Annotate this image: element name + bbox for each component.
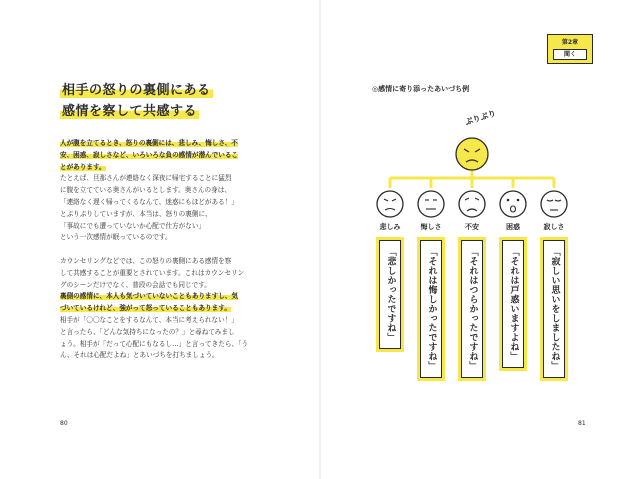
sad-face-icon [377, 191, 403, 217]
highlighted-text: とがあります。 [60, 162, 106, 171]
body-line-text: に腹を立てている奥さんがいるとします。奥さんの身は、 [60, 186, 231, 195]
body-line-text: 「連絡なく遅く帰ってくるなんて、迷惑にもほどがある！」 [60, 197, 238, 206]
highlighted-text: 安、困惑、寂しさなど、いろいろな負の感情が潜んでいるこ [60, 150, 239, 159]
top-emotion-caption: ぷりぷり [463, 108, 498, 128]
highlighted-text: 人が腹を立てるとき、怒りの裏側には、悲しみ、悔しさ、不 [60, 139, 238, 147]
body-line-text: ん、それは心配だよね」とあいづちを打ちましょう。 [60, 351, 219, 360]
phrase-box-frustration [420, 240, 442, 378]
phrase-text-frustration: 「それは悔しかったですね」 [426, 247, 437, 371]
body-line [60, 162, 274, 174]
body-line [60, 209, 274, 221]
body-line [60, 315, 274, 327]
chapter-tab [547, 34, 593, 64]
body-line-text: して共感することが重要とされています。これはカウンセリン [60, 268, 245, 277]
body-line [60, 291, 274, 303]
page-number-left: 80 [60, 420, 68, 427]
emotion-label-confusion: 困惑 [506, 223, 520, 231]
body-text [60, 138, 274, 362]
phrase-text-anxiety: 「それはつらかったですね」 [467, 247, 478, 371]
emotion-label-loneliness: 寂しさ [543, 223, 565, 231]
body-line [60, 232, 274, 244]
body-line [60, 268, 274, 280]
body-line [60, 280, 274, 292]
body-line [60, 327, 274, 339]
phrase-text-sadness: 「悲しかったですね」 [385, 247, 396, 342]
body-line-text: 「事故にでも遭っていないか心配で仕方がない」 [60, 221, 206, 230]
emotion-label-anxiety: 不安 [465, 223, 479, 231]
phrase-box-anxiety [461, 240, 483, 378]
highlighted-text: 裏側の感情に、本人も気づいていないこともありますし、気 [60, 292, 239, 301]
chapter-number: 第2章 [561, 39, 579, 46]
body-line [60, 303, 274, 315]
body-line-text: と言ったら、「どんな気持ちになったの？」と尋ねてみまし [60, 327, 235, 336]
lonely-face-icon [541, 191, 567, 217]
page-gutter [319, 0, 321, 479]
emotion-tree-diagram [360, 110, 600, 230]
chapter-label: 聞く [553, 49, 587, 60]
body-line [60, 221, 274, 233]
tree-connectors [390, 170, 554, 188]
body-line [60, 173, 274, 185]
phrase-box-sadness [379, 240, 401, 349]
section-title-line-1: 相手の怒りの裏側にある [60, 79, 213, 98]
highlighted-text: づいているけれど、強がって怒っていることもあります。 [60, 304, 231, 313]
body-line-text: カウンセリングなどでは、この怒りの裏側にある感情を察 [60, 256, 232, 265]
body-line [60, 339, 274, 351]
body-line [60, 256, 274, 268]
body-line-text: 相手が「〇〇なことをするなんて、本当に考えられない！」 [60, 315, 238, 324]
body-line-text: ょう。相手が「だって心配にもなるし…」と言ってきたら、「う [60, 339, 248, 348]
body-line-text: という一次感情が眠っているのです。 [60, 233, 172, 242]
page-number-right: 81 [578, 420, 586, 427]
emotion-label-sadness: 悲しみ [379, 223, 401, 231]
phrase-box-confusion [502, 240, 524, 368]
phrase-text-loneliness: 「寂しい思いをしましたね」 [549, 247, 560, 371]
section-title-line-2: 感情を察して共感する [60, 100, 199, 119]
paragraph-gap [60, 244, 274, 256]
body-line [60, 138, 274, 150]
phrase-box-loneliness [543, 240, 565, 378]
emotion-label-frustration: 悔しさ [420, 223, 442, 231]
body-line-text: たとえば、旦那さんが連絡なく深夜に帰宅することに猛烈 [60, 174, 232, 183]
confused-face-icon [500, 191, 526, 217]
body-line-text: とぷりぷりしていますが、本当は、怒りの裏側に、 [60, 209, 212, 218]
phrase-text-confusion: 「それは戸惑いますよね」 [508, 247, 519, 361]
anxious-face-icon [459, 191, 485, 217]
body-line [60, 185, 274, 197]
body-line [60, 150, 274, 162]
body-line [60, 197, 274, 209]
body-line-text: グのシーンだけでなく、普段の会話でも同じです。 [60, 280, 211, 289]
diagram-title: ◎感情に寄り添ったあいづち例 [372, 85, 470, 93]
frustrated-face-icon [418, 191, 444, 217]
angry-face-icon [456, 138, 488, 170]
body-line [60, 350, 274, 362]
